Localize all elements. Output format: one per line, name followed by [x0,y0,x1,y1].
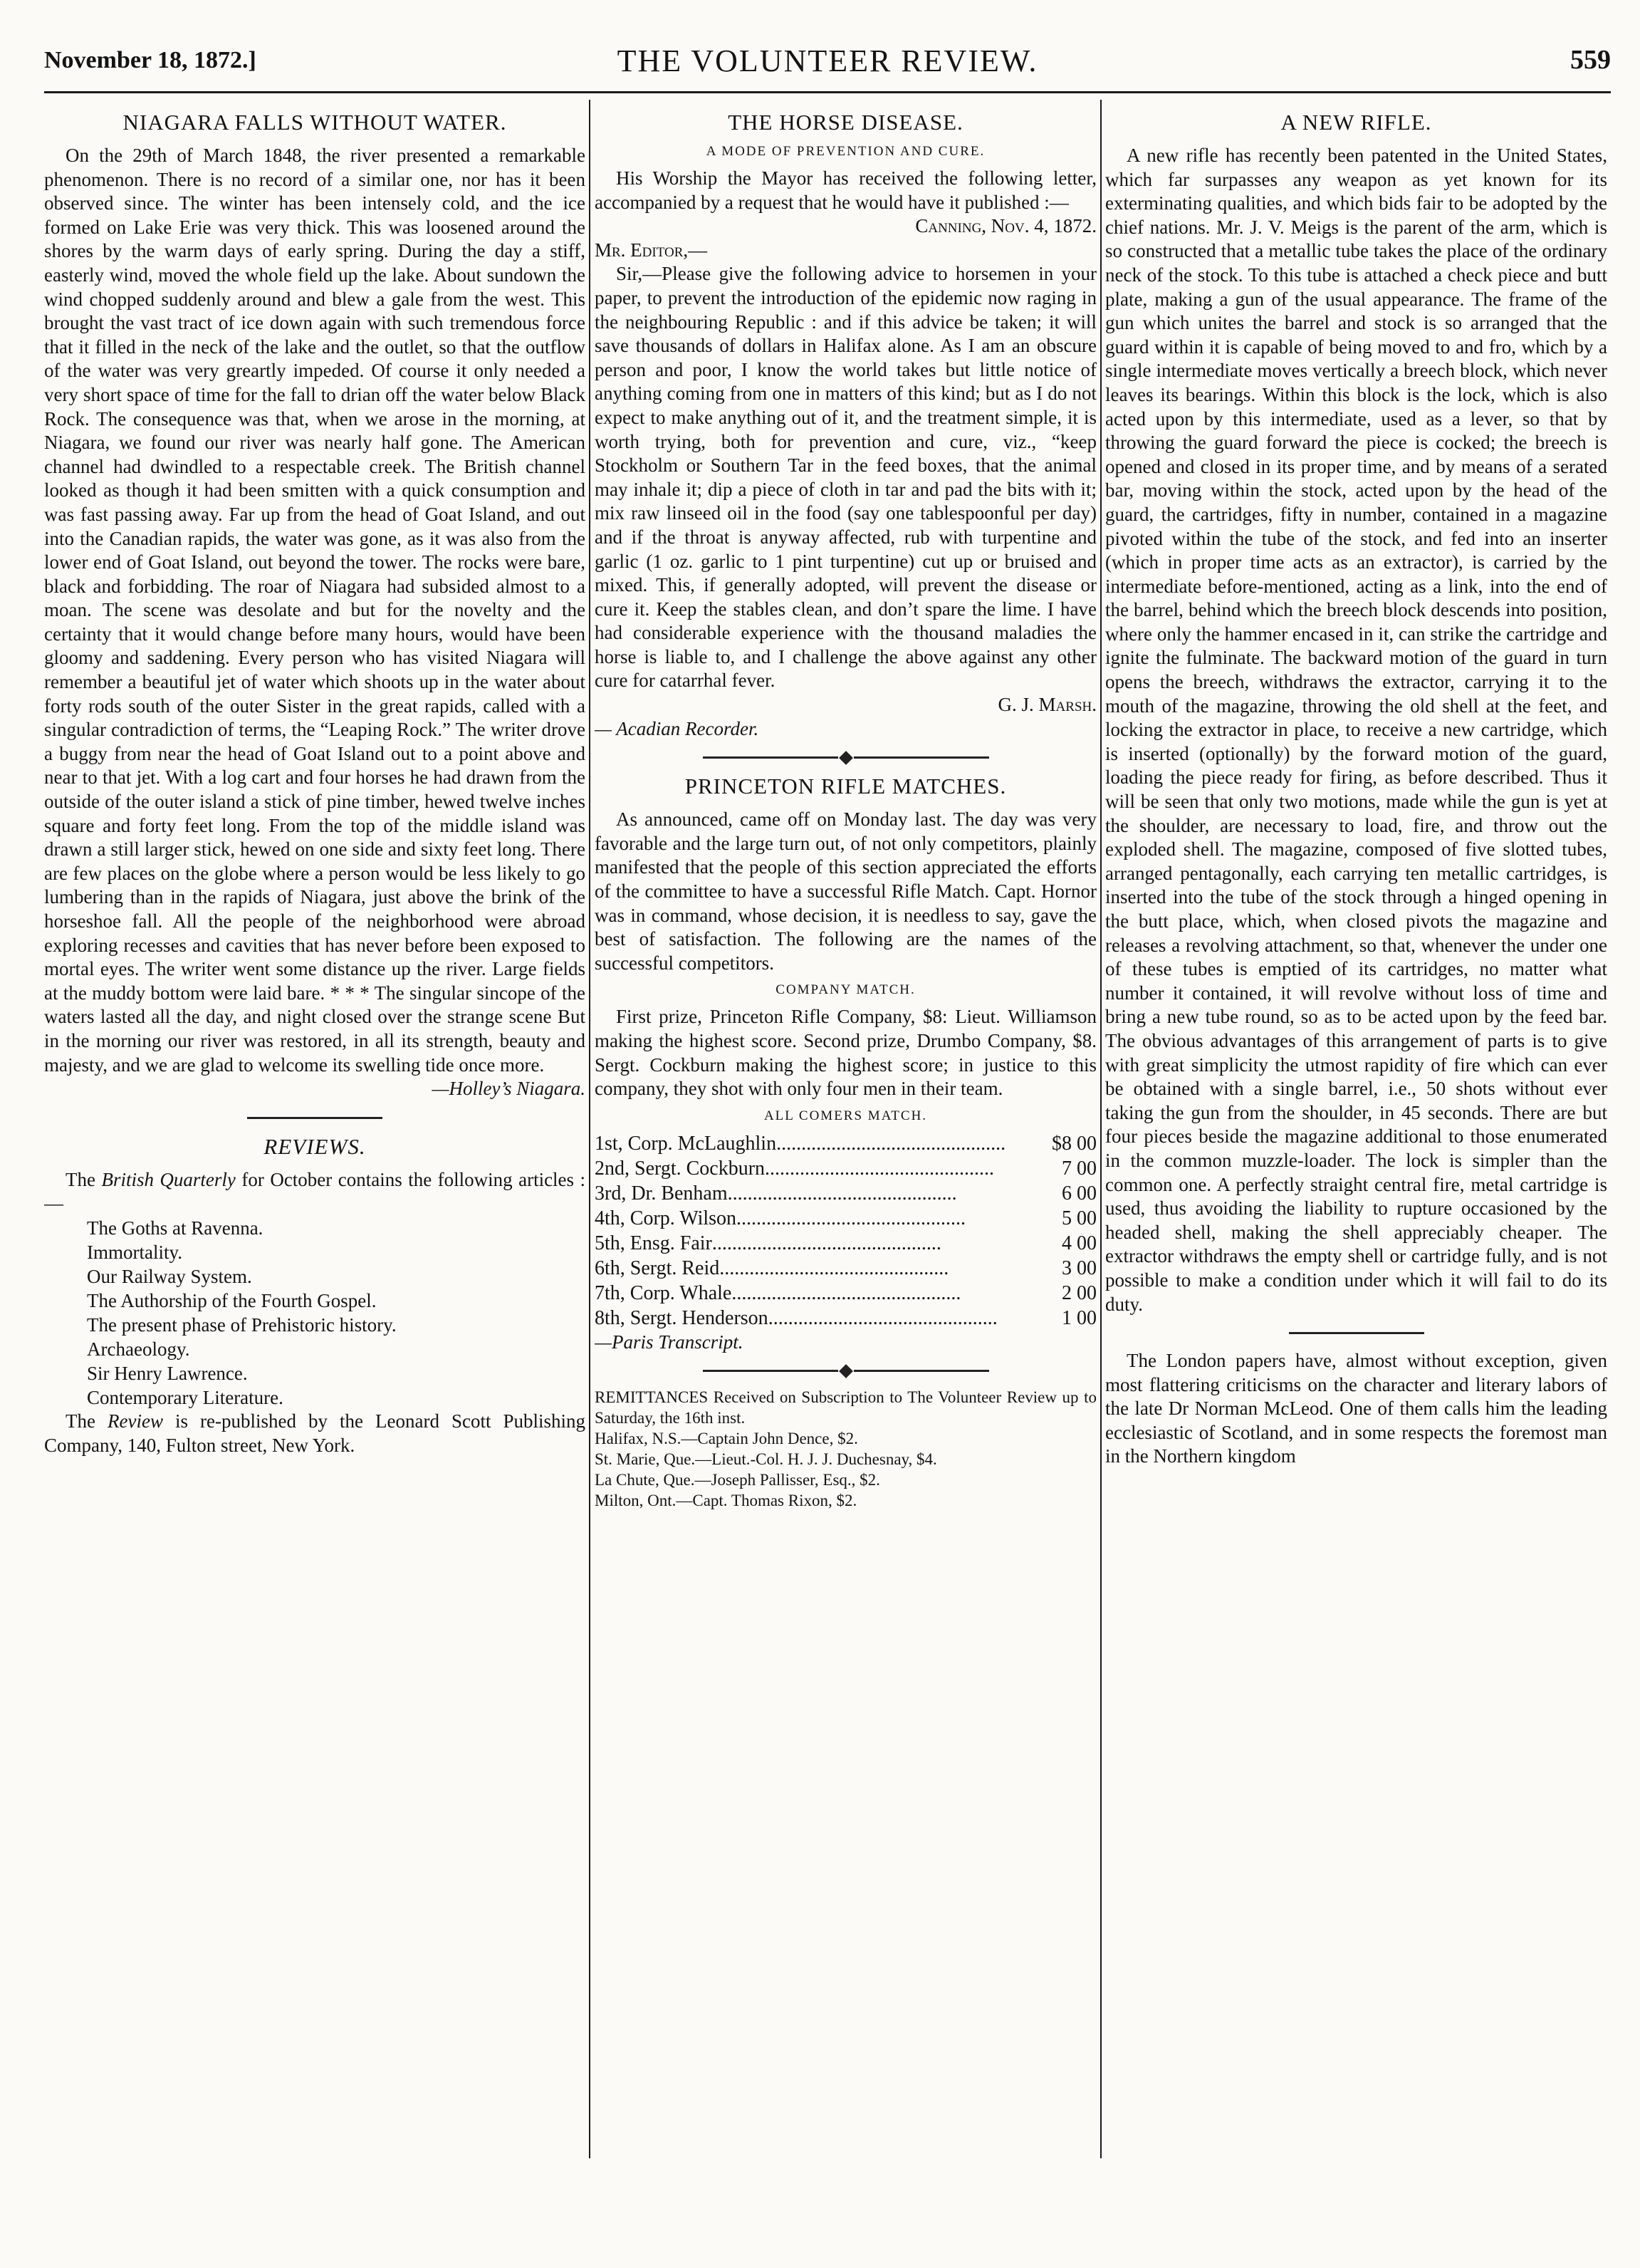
column-rule-2 [1100,100,1102,2158]
separator [1105,1326,1607,1339]
column-2 [595,107,1097,1511]
list-item: Our Railway System. [87,1265,252,1287]
horse-disease-heading: THE HORSE DISEASE. [728,110,963,135]
issue-date: November 18, 1872.] [44,47,256,73]
company-match-heading: COMPANY MATCH. [775,982,916,998]
list-item: The Authorship of the Fourth Gospel. [87,1289,377,1311]
separator [595,751,1097,764]
reviews-publisher: The Review is re-published by the Leonard Scott Publishing Company, 140, Fulton street, New York. [44,1410,585,1456]
separator [595,1364,1097,1377]
niagara-article: On the 29th of March 1848, the river presented a remarkable phenomenon. There is no record of a similar one, nor has it been observed since. The winter has been intensely cold, and the ice formed on Lake Erie was very thick. This was loosened around the shores by the warm days of early spring. During the day a stiff, easterly wind, moved the whole field up the lake. About sundown the wind chopped suddenly around and blew a gale from the west. This brought the vast tract of ice down again with such tremendous force that it filled in the neck of the lake and the outlet, so that the outflow of the water was very greartly impeded. Of course it only needed a very short space of time for the fall to drian off the water below Black Rock. The consequence was that, when we arose in the morning, at Niagara, we found our river was nearly half gone. The American channel had dwindled to a respectable creek. The British channel looked as though it had been smitten with a quick consumption and was fast passing away. Far up from the head of Goat Island, and out into the Canadian rapids, the water was gone, as it was also from the lower end of Goat Island, out beyond the tower. The rocks were bare, black and forbidding. The roar of Niagara had subsided almost to a moan. The scene was desolate and but for the novelty and the certainty that it would change before many hours, would have been gloomy and saddening. Every person who has visited Niagara will remember a beautiful jet of water which shoots up in the water about forty rods south of the outer Sister in the great rapids, called with a singular contradiction of terms, the “Leaping Rock.” The writer drove a buggy from near the head of Goat Island out to a point above and near to that jet. With a log cart and four horses he had drawn from the outside of the outer island a stick of pine timber, hewed twelve inches square and forty feet long. From the top of the middle island was drawn a still larger stick, hewed on one side and sixty feet long. There are few places on the globe where a person would be less likely to go lumbering than in the rapids of Niagara, just above the brink of the horseshoe fall. All the people of the neighborhood were abroad exploring recesses and cavities that has never before been exposed to mortal eyes. The writer went some distance up the river. Large fields at the muddy bottom were laid bare. * * * The singular sincope of the waters lasted all the day, and night closed over the strange scene But in the morning our river was restored, in all its strength, beauty and majesty, and we are glad to welcome its swelling tide once more. [44,145,585,1076]
horse-letter: Sir,—Please give the following advice to horsemen in your paper, to prevent the introduction of the epidemic now raging in the neighbouring Republic : and if this advice be taken; it will save thousands of dollars in Halifax alone. As I am an obscure person and poor, I know the world takes but little notice of anything coming from one in matters of this kind; but as I do not expect to make anything out of it, and the treatment simple, it is worth trying, both for prevention and cure, viz., “keep Stockholm or Southern Tar in the feed boxes, that the animal may inhale it; dip a piece of cloth in tar and pad the bits with it; mix raw linseed oil in the food (say one tablespoonful per day) and if the throat is anyway affected, rub with turpentine and garlic (1 oz. garlic to 1 pint turpentine) cut up or bruised and mixed. This, if generally adopted, will prevent the disease or cure it. Keep the stables clean, and don’t spare the lime. I have had considerable experience with the thousand maladies the horse is liable to, and I challenge the above against any other cure for catarrhal fever. [595,263,1097,692]
list-item: Archaeology. [87,1338,190,1360]
horse-disease-subheading: A MODE OF PREVENTION AND CURE. [706,144,986,159]
reviews-intro: The British Quarterly for October contains the following articles :— [44,1168,585,1214]
table-row: 2nd, Sergt. Cockburn .............................................. 7 00 [595,1157,1097,1180]
table-row: 4th, Corp. Wilson .............................................. 5 00 [595,1207,1097,1229]
princeton-heading: PRINCETON RIFLE MATCHES. [684,774,1007,799]
list-item: Immortality. [87,1241,182,1263]
remittances-intro: REMITTANCES Received on Subscription to The Volunteer Review up to Saturday, the 16th inst. [595,1388,1097,1427]
table-row: 6th, Sergt. Reid .............................................. 3 00 [595,1257,1097,1279]
reviews-article-list [44,1216,585,1410]
table-row: 5th, Ensg. Fair .............................................. 4 00 [595,1232,1097,1254]
column-rule-1 [589,100,590,2158]
horse-source: — Acadian Recorder. [595,717,759,739]
all-comers-heading: ALL COMERS MATCH. [763,1108,928,1123]
list-item: The present phase of Prehistoric history. [87,1314,397,1336]
niagara-source: —Holley’s Niagara. [432,1078,585,1100]
list-item: Halifax, N.S.—Captain John Dence, $2. [595,1430,858,1448]
table-row: 3rd, Dr. Benham .............................................. 6 00 [595,1182,1097,1205]
reviews-heading: REVIEWS. [263,1133,366,1159]
column-3 [1105,107,1607,1469]
column-1 [44,107,585,1457]
newspaper-title: THE VOLUNTEER REVIEW. [617,43,1038,78]
list-item: The Goths at Ravenna. [87,1217,263,1239]
horse-intro: His Worship the Mayor has received the following letter, accompanied by a request that he would have it published :— [595,167,1097,213]
company-match-text: First prize, Princeton Rifle Company, $8: Lieut. Williamson making the highest score. Second prize, Drumbo Company, $8. Sergt. Cockburn making the highest score; in justice to this company, they shot with only four men in their team. [595,1006,1097,1100]
masthead [44,34,1611,84]
princeton-article: As announced, came off on Monday last. The day was very favorable and the large turn out, of not only competitors, plainly manifested that the people of this section appreciated the efforts of the committee to have a successful Rifle Match. Capt. Hornor was in command, whose decision, it is needless to say, gave the best of satisfaction. The following are the names of the successful competitors. [595,808,1097,974]
separator [44,1111,585,1124]
letter-signature: G. J. Marsh. [998,694,1097,716]
letter-dateline: Canning, Nov. 4, 1872. [915,215,1097,237]
masthead-rule [44,91,1611,93]
macleod-article: The London papers have, almost without exception, given most flattering criticisms on the character and literary labors of the late Dr Norman McLeod. One of them calls him the leading ecclesiastic of Scotland, and in some respects the foremost man in the Northern kingdom [1105,1350,1607,1467]
results-source: —Paris Transcript. [595,1331,743,1353]
list-item: Sir Henry Lawrence. [87,1362,248,1384]
results-table [595,1131,1097,1331]
list-item: Contemporary Literature. [87,1386,283,1408]
list-item: St. Marie, Que.—Lieut.-Col. H. J. J. Duchesnay, $4. [595,1450,937,1469]
page-number: 559 [1570,45,1611,75]
table-row: 1st, Corp. McLaughlin .............................................. $8 00 [595,1132,1097,1155]
table-row: 8th, Sergt. Henderson .............................................. 1 00 [595,1306,1097,1329]
list-item: Milton, Ont.—Capt. Thomas Rixon, $2. [595,1492,857,1510]
new-rifle-article: A new rifle has recently been patented in the United States, which far surpasses any weapon as yet known for its exterminating qualities, and which bids fair to be adopted by the chief nations. Mr. J. V. Meigs is the parent of the arm, which is so constructed that a metallic tube takes the place of the ordinary neck of the stock. To this tube is attached a check piece and butt plate, making a gun of the usual appearance. The frame of the gun which unites the barrel and stock is so arranged that the guard within it is capable of being moved to and fro, which by a single intermediate moves vertically a breech block, which never leaves its bearings. Within this block is the lock, which is also acted upon by this intermediate, used as a lever, so that by throwing the guard forward the piece is cocked; the breech is opened and closed in its proper time, and by means of a serated bar, moving within the stock, acted upon by the head of the guard, the cartridges, fifty in number, contained in a magazine pivoted within the tube of the stock, and fed into an inserter (which in proper time acts as an extractor), is carried by the intermediate before-mentioned, acting as a link, into the end of the barrel, behind which the breech block descends into position, where only the hammer encased in it, can strike the cartridge and ignite the fulminate. The backward motion of the guard in turn opens the breech, withdraws the extractor, carrying it to the mouth of the magazine, throwing the old shell at the feet, and locking the extractor in place, to receive a new cartridge, which is inserted (optionally) by the forward motion of the guard, loading the piece ready for firing, as before described. Thus it will be seen that only two motions, made while the gun is yet at the shoulder, are necessary to load, fire, and throw out the exploded shell. The magazine, composed of five slotted tubes, arranged pentagonally, each carrying ten metallic cartridges, is inserted into the tube of the stock through a hinged opening in the butt place, which, when closed pivots the magazine and releases a revolving attachment, so that, whenever the under one of these tubes is emptied of its cartridges, no matter what number it contained, it will revolve without loss of time and bring a new tube round, so as to be acted upon by the feed bar. The obvious advantages of this arrangement of parts is to give with great simplicity the utmost rapidity of fire which can ever be obtained with a single barrel, i.e., 50 shots without ever taking the gun from the shoulder, in 45 seconds. There are but four pieces beside the magazine additional to those enumerated in the common muzzle-loader. The lock is simpler than the common one. A perfectly straight central fire, metal cartridge is used, thus avoiding the liability to rupture occasioned by the headed shell, making the shell appreciably cheaper. The extractor withdraws the empty shell or cartridge fully, and is not possible to make a condition under which it will fail to do its duty. [1105,145,1607,1315]
table-row: 7th, Corp. Whale .............................................. 2 00 [595,1281,1097,1304]
list-item: La Chute, Que.—Joseph Pallisser, Esq., $2. [595,1471,880,1489]
letter-salutation: Mr. Editor,— [595,239,708,261]
niagara-heading: NIAGARA FALLS WITHOUT WATER. [122,110,507,135]
new-rifle-heading: A NEW RIFLE. [1280,110,1432,135]
